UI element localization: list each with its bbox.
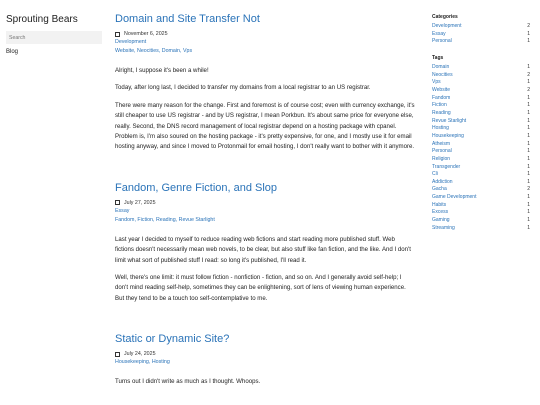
post-paragraph: Well, there's one limit: it must follow fiction - nonfiction - fiction, and so on. And I generally avoid self-help; I don't mind reading self-help, sometimes they can be enlightening, sort of lens of viewing human experience. But they tend to be a touch too self-contemplative to me.	[115, 274, 406, 302]
post-date	[115, 31, 415, 37]
tag-link[interactable]: Fandom	[115, 216, 135, 223]
tag-item-label[interactable]: Streaming	[432, 224, 455, 231]
post-date-text: July 24, 2025	[124, 351, 156, 358]
tag-item-count: 2	[527, 86, 530, 93]
tag-item-label[interactable]: Game Development	[432, 194, 477, 201]
tag-item-count: 1	[527, 102, 530, 109]
tag-link[interactable]: Reading	[155, 216, 176, 223]
tag-item-label[interactable]: Excess	[432, 209, 449, 216]
tag-item-label[interactable]: Reading	[432, 109, 451, 116]
tag-link[interactable]: Website	[115, 48, 135, 54]
tag-item-count: 1	[527, 178, 530, 185]
post-list	[115, 12, 415, 405]
tag-link[interactable]: Housekeeping	[115, 359, 149, 366]
tag-item[interactable]	[432, 133, 530, 141]
post-category[interactable]: Essay	[115, 207, 130, 214]
tags-heading: Tags	[432, 54, 444, 61]
category-item[interactable]	[432, 23, 530, 31]
tag-link[interactable]: Fiction	[137, 216, 153, 223]
tag-item[interactable]	[432, 186, 530, 194]
post-tags: Website, Neocities, Domain, Vps	[115, 48, 193, 54]
nav-item-blog[interactable]: Blog	[6, 49, 19, 55]
tag-item-label[interactable]: Cli	[432, 171, 438, 178]
category-item[interactable]	[432, 38, 530, 46]
calendar-icon	[115, 200, 120, 205]
tag-link[interactable]: Revue Starlight	[178, 216, 215, 223]
tag-item-label[interactable]: Gacha	[432, 186, 447, 193]
post	[115, 12, 415, 153]
tag-item-count: 1	[527, 209, 530, 216]
tag-item[interactable]	[432, 164, 530, 172]
post-date-text: July 27, 2025	[124, 199, 156, 206]
categories-heading: Categories	[432, 14, 458, 20]
tag-link[interactable]: Domain	[161, 48, 181, 54]
right-sidebar	[432, 14, 530, 232]
tag-item[interactable]	[432, 209, 530, 217]
tag-item[interactable]	[432, 194, 530, 202]
tag-item-count: 1	[527, 117, 530, 124]
tag-item-count: 1	[527, 94, 530, 101]
category-item-count: 1	[527, 30, 530, 37]
post-paragraph: Alright, I suppose it's been a while!	[115, 67, 209, 74]
tag-item-label[interactable]: Addiction	[432, 178, 453, 185]
tag-item-label[interactable]: Atheism	[432, 140, 451, 147]
tag-item-count: 1	[527, 109, 530, 116]
post-paragraph: Last year I decided to myself to reduce reading web fictions and start reading more published stuff. Web fictions doesn't necessarily mean web novels, to be clear, but also stuff like fan fiction, and the like. And I don't limit what sort of published stuff I read: so long it's published, I'll read it.	[115, 235, 411, 264]
tag-link[interactable]: Neocities	[137, 48, 159, 54]
post-title[interactable]: Static or Dynamic Site?	[115, 333, 230, 346]
tag-item-count: 1	[527, 125, 530, 132]
tag-item[interactable]	[432, 72, 530, 80]
tag-item-label[interactable]: Gaming	[432, 217, 450, 224]
post-title[interactable]: Fandom, Genre Fiction, and Slop	[115, 181, 278, 194]
category-item-count: 2	[527, 23, 530, 29]
tag-item-count: 1	[527, 140, 530, 147]
tag-item-count: 2	[527, 71, 530, 78]
category-item-count: 1	[527, 38, 530, 45]
tag-item[interactable]	[432, 141, 530, 149]
tag-item[interactable]	[432, 156, 530, 164]
post-paragraph: Turns out I didn't write as much as I thought. Whoops.	[115, 378, 261, 386]
tag-link[interactable]: Hosting	[151, 359, 170, 366]
category-item[interactable]	[432, 31, 530, 39]
tag-item[interactable]	[432, 118, 530, 126]
tag-item[interactable]	[432, 125, 530, 133]
tag-item-count: 1	[527, 79, 530, 86]
tags-list	[432, 64, 530, 232]
calendar-icon	[115, 32, 120, 37]
tag-item[interactable]	[432, 79, 530, 87]
search-input[interactable]	[6, 31, 102, 44]
site-title[interactable]: Sprouting Bears	[6, 14, 78, 25]
category-item-label[interactable]: Development	[432, 23, 462, 29]
tag-item-label[interactable]: Personal	[432, 148, 452, 155]
tag-item-label[interactable]: Religion	[432, 155, 451, 162]
tag-item[interactable]	[432, 102, 530, 110]
post	[115, 181, 415, 304]
post-paragraph: Today, after long last, I decided to transfer my domains from a local registrar to an US registrar.	[115, 84, 371, 92]
tag-item-label[interactable]: Habits	[432, 201, 447, 208]
left-sidebar	[6, 14, 102, 55]
tag-item[interactable]	[432, 110, 530, 118]
tag-item-label[interactable]: Revue Starlight	[432, 117, 467, 124]
tag-item-count: 2	[527, 186, 530, 193]
tag-item[interactable]	[432, 148, 530, 156]
tag-item[interactable]	[432, 179, 530, 187]
tag-item-label[interactable]: Vps	[432, 79, 441, 86]
tag-item[interactable]	[432, 217, 530, 225]
post-title[interactable]: Domain and Site Transfer Not	[115, 13, 260, 25]
tag-item-label[interactable]: Fandom	[432, 94, 451, 101]
tag-item-count: 1	[527, 163, 530, 170]
tag-item-label[interactable]: Transgender	[432, 163, 461, 170]
tag-item-count: 1	[527, 63, 530, 70]
tag-item[interactable]	[432, 171, 530, 179]
tag-item[interactable]	[432, 87, 530, 95]
categories-list	[432, 23, 530, 46]
calendar-icon	[115, 352, 120, 357]
category-item-label[interactable]: Essay	[432, 30, 446, 37]
post-date	[115, 351, 415, 357]
tag-item-label[interactable]: Website	[432, 86, 450, 93]
tag-item[interactable]	[432, 64, 530, 72]
tag-item-count: 1	[527, 171, 530, 178]
tag-item-label[interactable]: Housekeeping	[432, 132, 464, 139]
tag-item-label[interactable]: Fiction	[432, 102, 447, 109]
category-item-label[interactable]: Personal	[432, 38, 452, 45]
post-category[interactable]: Development	[115, 39, 147, 45]
tag-item[interactable]	[432, 95, 530, 103]
post-tags: Housekeeping, Hosting	[115, 359, 170, 366]
tag-item-count: 1	[527, 132, 530, 139]
tag-item-count: 1	[527, 217, 530, 224]
tag-link[interactable]: Vps	[182, 48, 193, 54]
post	[115, 332, 415, 387]
tag-item-count: 1	[527, 155, 530, 162]
tag-item-label[interactable]: Neocities	[432, 71, 453, 78]
tag-item-label[interactable]: Hosting	[432, 125, 449, 132]
post-date-text: November 6, 2025	[124, 31, 168, 37]
tag-item[interactable]	[432, 225, 530, 233]
post-paragraph: There were many reason for the change. First and foremost is of course cost; even with currency exchange, it's still cheaper to use US registrar - and by US registrar, I mean Porkbun. It's about same price for everyone else, really. Second, the DNS record management of local registrar depend on a hosting package with cpanel. Problem is, I'm also soured on the hosting package - it's pretty expensive, for one, and I mostly use it for email hosting anyway, and since I moved to Protonmail for email hosting, I don't really want to bother with it anymore.	[115, 101, 415, 151]
tag-item-count: 1	[527, 194, 530, 201]
post-date	[115, 200, 415, 206]
tag-item[interactable]	[432, 202, 530, 210]
post-tags: Fandom, Fiction, Reading, Revue Starlight	[115, 216, 215, 223]
tag-item-count: 1	[527, 224, 530, 231]
tag-item-count: 1	[527, 148, 530, 155]
tag-item-label[interactable]: Domain	[432, 63, 450, 70]
tag-item-count: 1	[527, 201, 530, 208]
